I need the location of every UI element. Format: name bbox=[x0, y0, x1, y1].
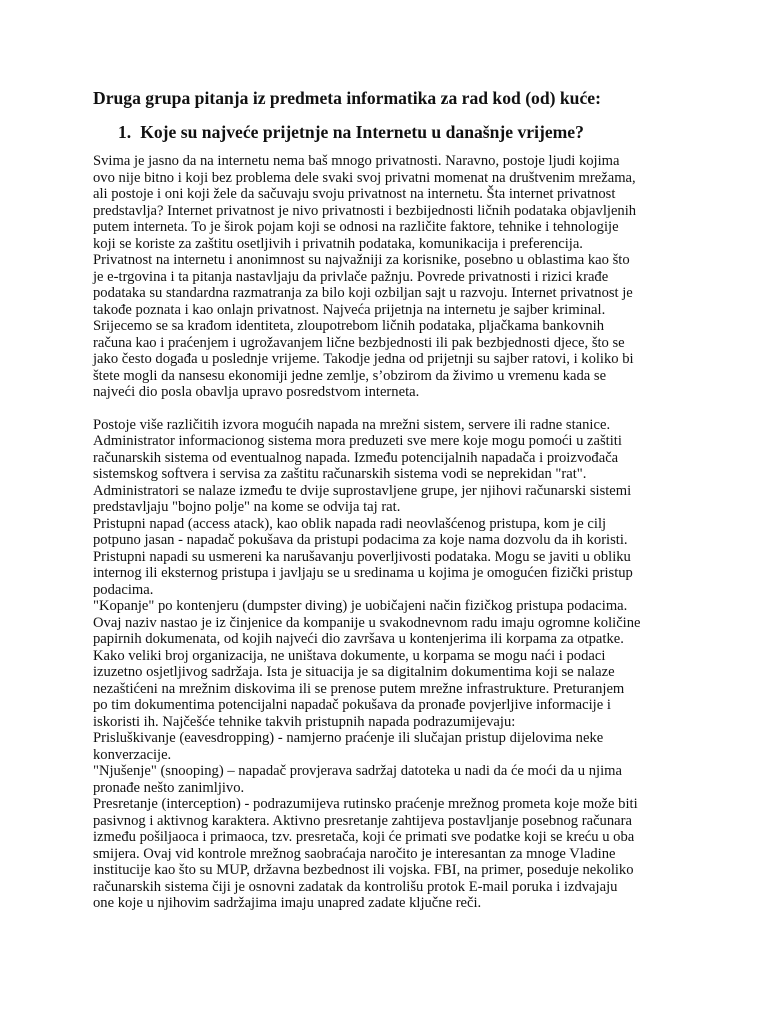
text-line: Pristupni napad (access atack), kao oblik napada radi neovlašćenog pristupa, kom je cilj bbox=[93, 515, 607, 532]
text-line: pasivnog i aktivnog karaktera. Aktivno presretanje zahtijeva postavljanje posebnog računara bbox=[93, 812, 632, 829]
text-line: Presretanje (interception) - podrazumijeva rutinsko praćenje mrežnog prometa koje može biti bbox=[93, 796, 638, 812]
text-line: Kako veliki broj organizacija, ne uništava dokumente, u korpama se mogu naći i podaci bbox=[93, 647, 606, 664]
text-line: po tim dokumentima potencijalni napadač pokušava da pronađe povjerljive informacije i bbox=[93, 697, 611, 713]
text-line: podacima. bbox=[93, 581, 154, 598]
text-line: Prisluškivanje (eavesdropping) - namjerno praćenje ili slučajan pristup dijelovima neke bbox=[93, 730, 604, 746]
question-number: 1. bbox=[118, 122, 132, 142]
text-line: Postoje više različitih izvora mogućih napada na mrežni sistem, servere ili radne stanice. bbox=[93, 416, 611, 433]
text-line: predstavlja? Internet privatnost je nivo privatnosti i bezbijednosti ličnih podataka objavljenih bbox=[93, 202, 637, 219]
text-line: putem interneta. To je širok pojam koji se odnosi na različite faktore, tehnike i tehnologije bbox=[93, 219, 619, 235]
text-line: Ovaj naziv nastao je iz činjenice da kompanije u svakodnevnom radu imaju ogromne količine bbox=[93, 614, 641, 631]
text-line: izuzetno osjetljivog sadržaja. Ista je situacija je sa digitalnim dokumentima koji se nalaze bbox=[93, 664, 615, 680]
text-line: štete mogli da nansesu ekonomiji jedne zemlje, s’obzirom da živimo u vremenu kada se bbox=[93, 367, 607, 384]
question-text: Koje su najveće prijetnje na Internetu u današnje vrijeme? bbox=[140, 122, 584, 142]
text-line: Svima je jasno da na internetu nema baš mnogo privatnosti. Naravno, postoje ljudi kojima bbox=[93, 153, 620, 169]
text-line: smijera. Ovaj vid kontrole mrežnog saobraćaja naročito je interesantan za mnoge Vladine bbox=[93, 845, 616, 862]
text-line: ali postoje i oni koji žele da sačuvaju svoju privatnost na internetu. Šta internet privatnost bbox=[93, 186, 616, 202]
text-line: Privatnost na internetu i anonimnost su najvažniji za korisnike, posebno u oblastima kao što bbox=[93, 252, 630, 268]
text-line: internog ili eksternog pristupa i javljaju se u sredinama u kojima je omogućen fizički pristup bbox=[93, 565, 633, 581]
document-title: Druga grupa pitanja iz predmeta informatika za rad kod (od) kuće: bbox=[93, 88, 601, 108]
text-line: računa kao i praćenjem i ugrožavanjem lične bezbjednosti ili pak bezbjednosti djece, što se bbox=[93, 334, 625, 351]
text-line: potpuno jasan - napadač pokušava da pristupi podacima za koje nama dozvolu da ih koristi. bbox=[93, 532, 628, 548]
text-line: Administrator informacionog sistema mora preduzeti sve mere koje mogu pomoći u zaštiti bbox=[93, 433, 622, 449]
text-line: institucije kao što su MUP, državna bezbednost ili vojska. FBI, na primer, poseduje nekoliko bbox=[93, 862, 634, 878]
text-line: najveći dio posla obavlja upravo posredstvom interneta. bbox=[93, 384, 420, 400]
text-line: podataka su standardna razmatranja za bilo koji ozbiljan sajt u razvoju. Internet privatnost je bbox=[93, 285, 633, 301]
text-line: ovo nije bitno i koji bez problema dele svaki svoj privatni momenat na društvenim mrežama, bbox=[93, 169, 636, 186]
document-page bbox=[93, 88, 675, 912]
text-line: između pošiljaoca i primaoca, tzv. presretača, koji će primati sve podatke koji se kreću u oba bbox=[93, 829, 635, 845]
text-line: papirnih dokumenata, od kojih najveći dio završava u kontenjerima ili korpama za otpatke. bbox=[93, 631, 624, 647]
text-line: računarskih sistema od eventualnog napada. Između potencijalnih napadača i proizvođača bbox=[93, 449, 619, 466]
text-line: sistemskog softvera i servisa za zaštitu računarskih sistema vodi se neprekidan "rat". bbox=[93, 466, 587, 482]
text-line: Srijecemo se sa krađom identiteta, zloupotrebom ličnih podataka, pljačkama bankovnih bbox=[93, 318, 605, 334]
text-line: "Kopanje" po kontenjeru (dumpster diving) je uobičajeni način fizičkog pristupa podacima. bbox=[93, 598, 628, 614]
text-line: predstavljaju "bojno polje" na kome se odvija taj rat. bbox=[93, 499, 401, 515]
text-line: "Njušenje" (snooping) – napadač provjerava sadržaj datoteka u nadi da će moći da u njima bbox=[93, 763, 622, 779]
text-line: iskoristi ih. Najčešće tehnike takvih pristupnih napada podrazumijevaju: bbox=[93, 713, 516, 730]
text-line: Administratori se nalaze između te dvije suprostavljene grupe, jer njihovi računarski sistemi bbox=[93, 482, 632, 499]
text-line: Pristupni napadi su usmereni ka narušavanju poverljivosti podataka. Mogu se javiti u obliku bbox=[93, 548, 631, 565]
paragraph-attacks bbox=[93, 417, 675, 912]
text-line: koji se koriste za zaštitu osetljivih i privatnih podataka, komunikacija i preferencija. bbox=[93, 235, 583, 252]
text-line: takođe poznata i kao onlajn privatnost. Najveća prijetnja na internetu je sajber kriminal. bbox=[93, 301, 606, 318]
text-line: računarskih sistema čiji je osnovni zadatak da kontrolišu protok E-mail poruka i izdvajaju bbox=[93, 878, 618, 895]
text-line: pronađe nešto zanimljivo. bbox=[93, 779, 245, 796]
text-line: je e-trgovina i ta pitanja nastavljaju da privlače pažnju. Povrede privatnosti i rizici krađe bbox=[93, 268, 609, 285]
question-heading bbox=[118, 122, 675, 143]
text-line: jako često događa u poslednje vrijeme. Takodje jedna od prijetnji su sajber ratovi, i koliko bi bbox=[93, 351, 634, 367]
text-line: konverzacije. bbox=[93, 746, 172, 763]
text-line: one koje u njihovim sadržajima imaju unapred zadate ključne reči. bbox=[93, 895, 482, 911]
paragraph-privacy bbox=[93, 153, 675, 401]
text-line: nezaštićeni na mrežnim diskovima ili se prenose putem mrežne infrastrukture. Preturanjem bbox=[93, 680, 625, 697]
